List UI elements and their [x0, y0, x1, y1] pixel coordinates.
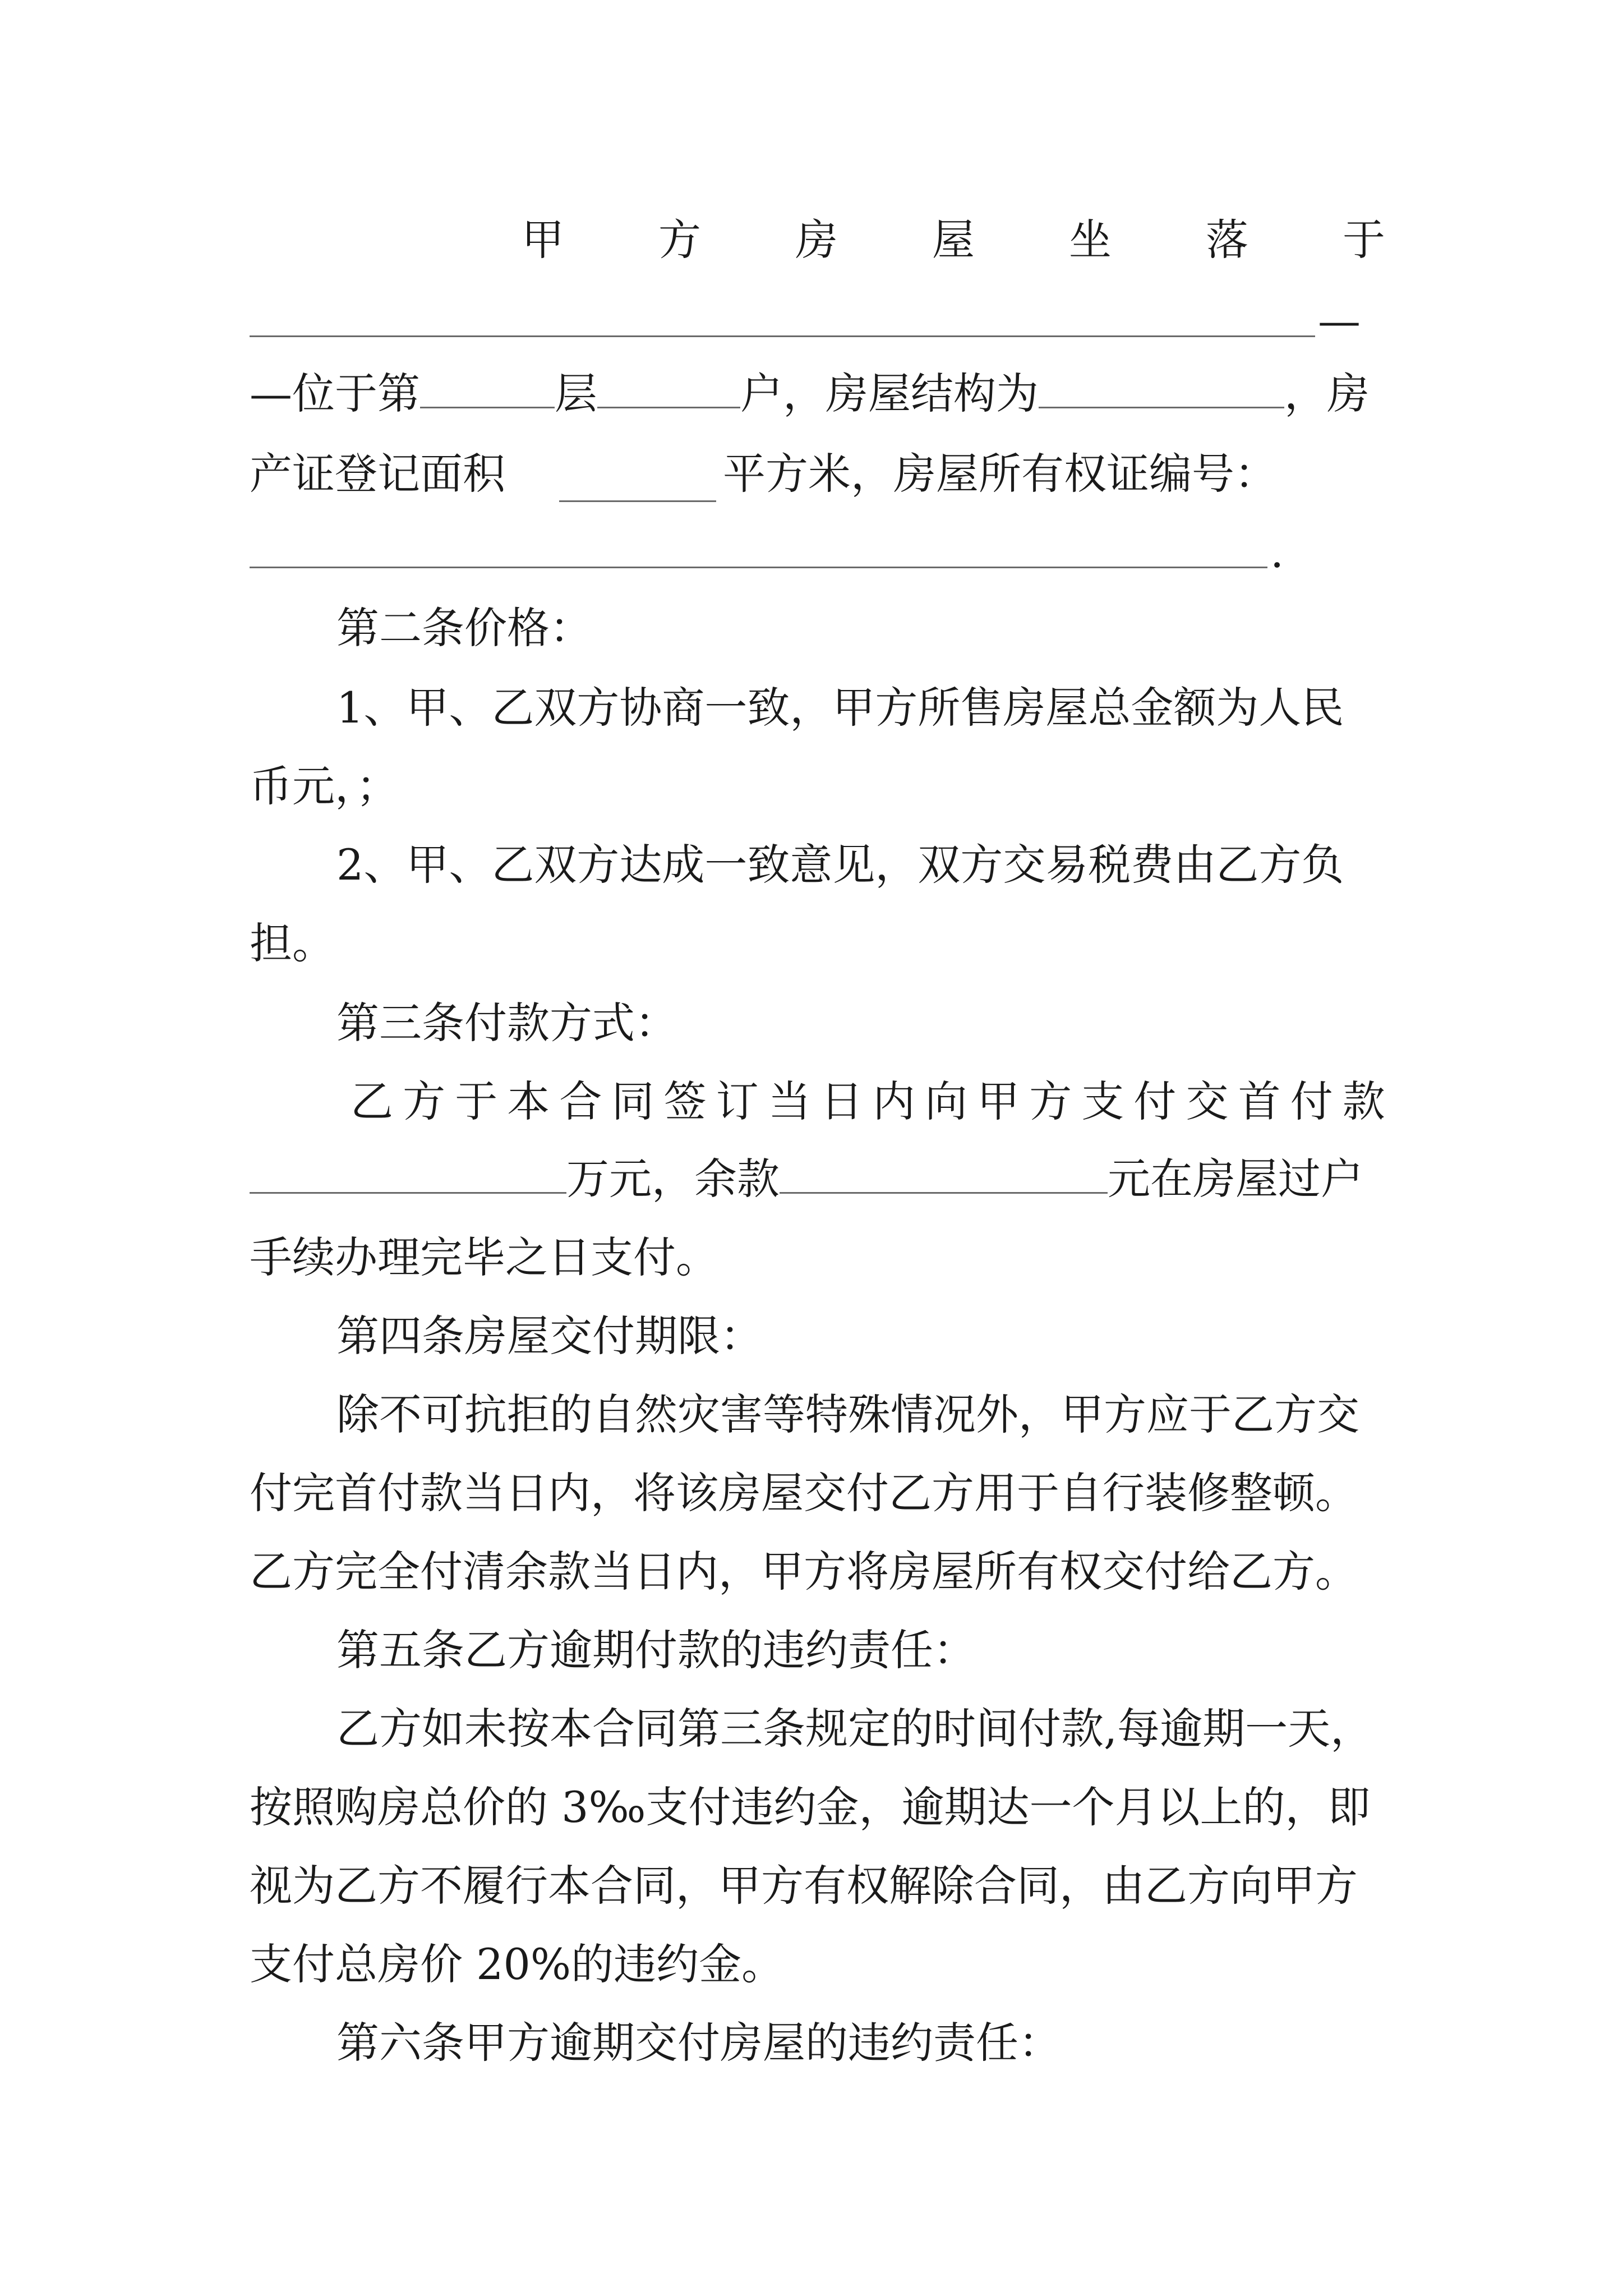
area-lead-char: 积 — [463, 449, 505, 499]
payment-char: 签 — [663, 1076, 707, 1126]
payment-char: 同 — [611, 1076, 654, 1126]
article3-line3: 手续办理完毕之日支付。 — [250, 1232, 718, 1282]
area-lead-char: 记 — [377, 449, 420, 499]
certificate-char: 有 — [1021, 449, 1064, 499]
article4-line3: 乙方完全付清余款当日内，甲方将房屋所有权交付给乙方。 — [250, 1547, 1358, 1596]
certificate-char: 平 — [723, 449, 766, 499]
certificate-char: 号 — [1192, 449, 1234, 499]
certificate-char: ， — [851, 449, 893, 499]
location-char: 坐 — [1069, 215, 1112, 265]
article2-item1-line1: 1、甲、乙双方协商一致，甲方所售房屋总金额为人民 — [336, 683, 1344, 733]
certificate-char: 米 — [808, 449, 851, 499]
area-line — [250, 446, 1385, 502]
structure-text: 户，房屋结构为 — [740, 369, 1039, 418]
certificate-char: 方 — [766, 449, 808, 499]
payment-char: 内 — [872, 1076, 915, 1126]
payment-char: 甲 — [977, 1076, 1020, 1126]
article3-line2 — [250, 1151, 1385, 1207]
certificate-char: 编 — [1149, 449, 1192, 499]
payment-char: 款 — [1342, 1076, 1385, 1126]
floor-lead-text: —位于第 — [250, 369, 420, 418]
payment-char: 付 — [1290, 1076, 1333, 1126]
payment-char: 日 — [820, 1076, 863, 1126]
certificate-char: 证 — [1106, 449, 1149, 499]
area-blank — [559, 460, 716, 502]
location-char: 落 — [1206, 215, 1248, 265]
article2-item2-line2: 担。 — [250, 918, 335, 968]
line3-tail: ，房 — [1284, 369, 1370, 418]
payment-char: 首 — [1238, 1076, 1281, 1126]
article5-line1: 乙方如未按本合同第三条规定的时间付款,每逾期一天， — [336, 1704, 1373, 1754]
payment-char: 方 — [1029, 1076, 1072, 1126]
payment-char: 向 — [925, 1076, 968, 1126]
article6-heading: 第六条甲方逾期交付房屋的违约责任： — [336, 2018, 1061, 2068]
certificate-text — [723, 446, 1385, 502]
floor-blank — [420, 366, 555, 408]
area-lead-char: 面 — [420, 449, 463, 499]
area-lead-char: 登 — [335, 449, 377, 499]
location-char: 屋 — [932, 215, 975, 265]
article2-heading: 第二条价格： — [336, 603, 592, 653]
downpayment-blank — [250, 1152, 566, 1194]
area-lead-text — [250, 446, 547, 502]
payment-char: 合 — [559, 1076, 602, 1126]
balance-unit: 元在房屋过户 — [1108, 1154, 1363, 1204]
balance-blank — [780, 1152, 1108, 1194]
area-lead-char: 证 — [292, 449, 335, 499]
article3-line1 — [351, 1074, 1385, 1130]
location-char: 于 — [1343, 215, 1385, 265]
certificate-char: 权 — [1064, 449, 1106, 499]
downpayment-unit: 万元，余款 — [566, 1154, 780, 1204]
certificate-char: 屋 — [936, 449, 979, 499]
certificate-end: . — [1270, 527, 1284, 577]
property-location-line — [522, 212, 1385, 268]
floor-structure-line — [250, 366, 1385, 422]
article4-line2: 付完首付款当日内，将该房屋交付乙方用于自行装修整顿。 — [250, 1468, 1358, 1518]
structure-blank — [1039, 366, 1284, 408]
location-dash: — — [1318, 296, 1361, 346]
certificate-blank — [250, 567, 1267, 568]
location-blank — [250, 335, 1315, 337]
article2-item1-line2: 币元，； — [250, 761, 399, 811]
payment-char: 本 — [507, 1076, 550, 1126]
location-char: 房 — [795, 215, 838, 265]
location-char: 方 — [658, 215, 701, 265]
household-blank — [597, 366, 740, 408]
certificate-char: ： — [1234, 449, 1277, 499]
article5-heading: 第五条乙方逾期付款的违约责任： — [336, 1625, 976, 1675]
article4-line1: 除不可抗拒的自然灾害等特殊情况外，甲方应于乙方交 — [336, 1389, 1359, 1439]
floor-unit-text: 层 — [555, 369, 597, 418]
payment-char: 交 — [1186, 1076, 1229, 1126]
location-char: 甲 — [522, 215, 564, 265]
article5-line2: 按照购房总价的 3‰支付违约金，逾期达一个月以上的，即 — [250, 1782, 1371, 1832]
payment-char: 订 — [716, 1076, 759, 1126]
article2-item2-line1: 2、甲、乙双方达成一致意见，双方交易税费由乙方负 — [336, 840, 1344, 890]
certificate-char: 所 — [979, 449, 1021, 499]
article4-heading: 第四条房屋交付期限： — [336, 1311, 763, 1361]
payment-char: 当 — [768, 1076, 811, 1126]
certificate-char: 房 — [893, 449, 936, 499]
article5-line4: 支付总房价 20%的违约金。 — [250, 1939, 785, 1989]
payment-char: 支 — [1081, 1076, 1124, 1126]
area-lead-char: 产 — [250, 449, 292, 499]
article3-heading: 第三条付款方式： — [336, 998, 677, 1048]
payment-char: 方 — [403, 1076, 446, 1126]
article5-line3: 视为乙方不履行本合同，甲方有权解除合同，由乙方向甲方 — [250, 1861, 1358, 1911]
payment-char: 付 — [1133, 1076, 1177, 1126]
payment-char: 于 — [455, 1076, 498, 1126]
payment-char: 乙 — [351, 1076, 393, 1126]
